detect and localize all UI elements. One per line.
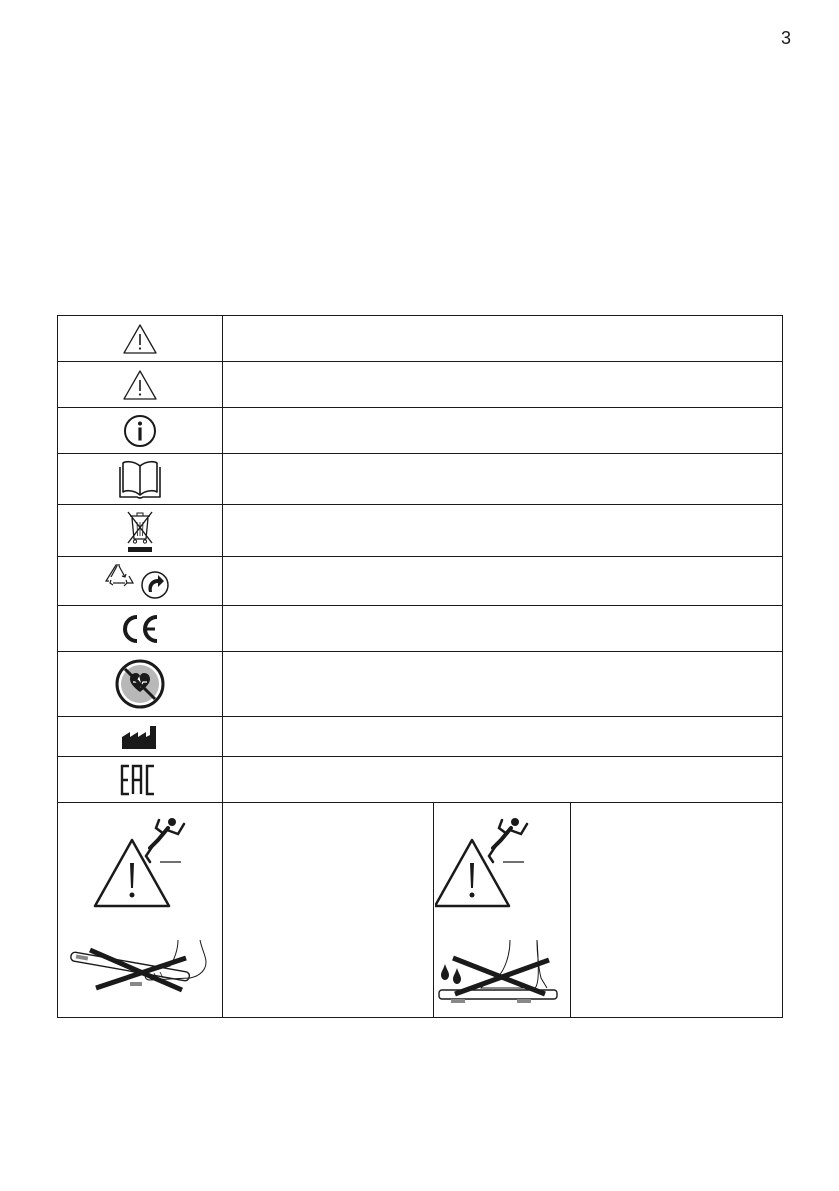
symbol-description [223, 408, 783, 454]
symbol-description [223, 557, 783, 606]
symbol-description [223, 757, 783, 803]
symbol-icon-cell [58, 557, 223, 606]
warning-row [58, 803, 783, 1018]
symbol-row [58, 557, 783, 606]
symbol-icon-cell [58, 606, 223, 652]
symbol-description [223, 652, 783, 717]
symbol-icon-cell [58, 454, 223, 505]
warning-icon-cell [58, 803, 223, 1018]
symbol-icon-cell [58, 757, 223, 803]
info-icon [58, 414, 222, 448]
symbol-description [223, 505, 783, 557]
symbol-icon-cell [58, 316, 223, 362]
manual-book-icon [58, 458, 222, 500]
symbol-row [58, 454, 783, 505]
slip-hazard-no-wet-feet-icon [434, 810, 570, 1010]
symbol-row [58, 652, 783, 717]
symbol-description [223, 362, 783, 408]
symbol-icon-cell [58, 408, 223, 454]
weee-crossed-bin-icon [58, 508, 222, 554]
ce-mark-icon [58, 613, 222, 645]
caution-triangle-icon [58, 369, 222, 401]
symbol-icon-cell [58, 505, 223, 557]
symbol-icon-cell [58, 652, 223, 717]
symbol-description [223, 454, 783, 505]
symbol-table [57, 315, 783, 1018]
symbol-row [58, 606, 783, 652]
symbol-description [223, 316, 783, 362]
eac-mark-icon [58, 763, 222, 797]
symbol-row [58, 757, 783, 803]
warning-description [571, 803, 783, 1018]
symbol-row [58, 362, 783, 408]
symbol-icon-cell [58, 362, 223, 408]
symbol-row [58, 505, 783, 557]
symbol-icon-cell [58, 717, 223, 757]
no-pacemaker-icon [58, 658, 222, 710]
slip-hazard-no-foot-edge-icon [58, 810, 222, 1010]
symbol-description [223, 717, 783, 757]
symbol-row [58, 316, 783, 362]
symbol-row [58, 717, 783, 757]
symbol-row [58, 408, 783, 454]
page-number: 3 [780, 28, 791, 48]
warning-description [223, 803, 434, 1018]
recycling-green-dot-icon [58, 561, 222, 601]
manufacturer-icon [58, 723, 222, 751]
symbol-description [223, 606, 783, 652]
warning-triangle-icon [58, 323, 222, 355]
warning-icon-cell [434, 803, 571, 1018]
